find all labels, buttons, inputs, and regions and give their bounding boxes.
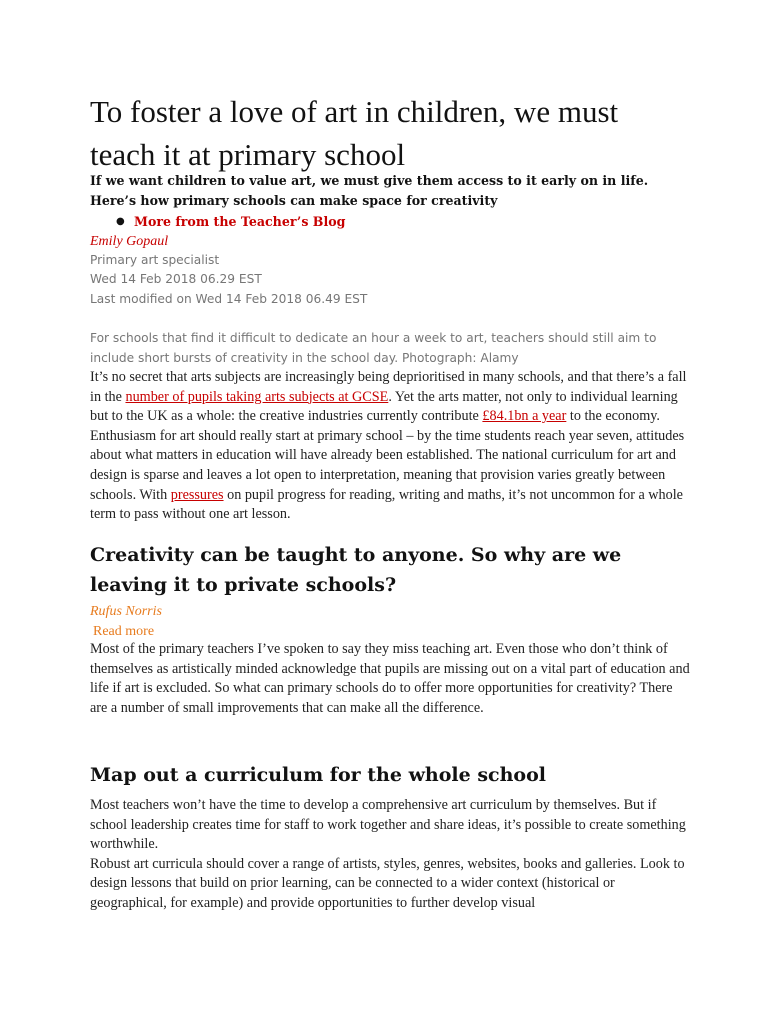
pressures-link[interactable]: pressures (170, 486, 224, 503)
read-more-link[interactable]: Read more (93, 624, 155, 639)
related-article-author: Rufus Norris (90, 604, 162, 619)
bullet-icon: ● (116, 216, 125, 227)
author-role: Primary art specialist (90, 253, 220, 267)
published-date: Wed 14 Feb 2018 06.29 EST (90, 272, 262, 286)
related-links-list (90, 212, 690, 232)
image-caption: For schools that find it difficult to dedicate an hour a week to art, teachers should still aim to include short bursts of creativity in the school day. Photograph: Alamy (90, 331, 657, 365)
related-article-title[interactable]: Creativity can be taught to anyone. So why are we leaving it to private schools? (90, 544, 622, 596)
article-body-intro (90, 368, 690, 525)
body-paragraph: Enthusiasm for art should really start at primary school – by the time students reach year seven, attitudes about what matters in education will have already been established. The national curriculum for art and design is sparse and leaves a lot open to interpretation, meaning that provision varies greatly between schools. With pressures on pupil progress for reading, writing and maths, it’s not uncommon for a whole term to pass without one art lesson. (90, 427, 685, 523)
body-paragraph: Robust art curricula should cover a range of artists, styles, genres, websites, books and galleries. Look to design lessons that build on prior learning, can be connected to a wider context (historical or geographical, for example) and provide opportunities to further develop visual (90, 855, 685, 911)
body-paragraph: Most teachers won’t have the time to develop a comprehensive art curriculum by themselves. But if school leadership creates time for staff to work together and share ideas, it’s possible to create something worthwhile. (90, 797, 686, 853)
article-standfirst: If we want children to value art, we must give them access to it early on in life. Here’s how primary schools can make space for creativity (90, 173, 649, 208)
teachers-blog-link[interactable]: More from the Teacher’s Blog (134, 214, 346, 229)
gcse-pupils-link[interactable]: number of pupils taking arts subjects at GCSE (125, 388, 389, 405)
article-body-section (90, 796, 690, 914)
modified-date: Last modified on Wed 14 Feb 2018 06.49 EST (90, 292, 368, 306)
section-heading: Map out a curriculum for the whole school (90, 764, 546, 786)
creative-industries-link[interactable]: £84.1bn a year (482, 408, 567, 425)
author-byline[interactable]: Emily Gopaul (90, 234, 169, 249)
body-paragraph: It’s no secret that arts subjects are increasingly being deprioritised in many schools, and that there’s a fall in the number of pupils taking arts subjects at GCSE. Yet the arts matter, not only to individual learning but to the UK as a whole: the creative industries currently contribute £84.1bn a year to the economy. (90, 369, 687, 425)
related-link-item (90, 212, 690, 232)
article-body-middle (90, 640, 690, 718)
body-paragraph: Most of the primary teachers I’ve spoken to say they miss teaching art. Even those who don’t think of themselves as artistically minded acknowledge that pupils are missing out on a vital part of education and life if art is excluded. So what can primary schools do to offer more opportunities for creativity? There are a number of small improvements that can make all the difference. (90, 641, 690, 716)
article-headline: To foster a love of art in children, we must teach it at primary school (90, 94, 619, 172)
